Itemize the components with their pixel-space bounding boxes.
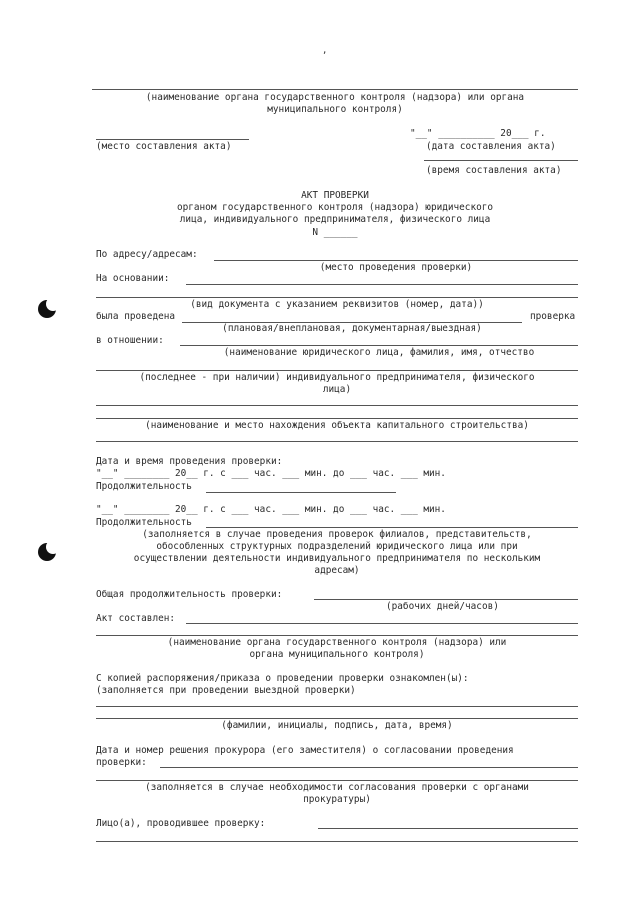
persons-label: Лицо(а), проводившее проверку:: [96, 818, 266, 829]
datetime-row-1: "__" ________ 20__ г. с ___ час. ___ мин. до ___ час. ___ мин.: [96, 468, 446, 479]
prosecutor-line-2: проверки:: [96, 757, 147, 768]
scan-mark: ,: [322, 46, 328, 56]
branch-caption-1: (заполняется в случае проведения проверок филиалов, представительств,: [142, 529, 532, 540]
regarding-label: в отношении:: [96, 335, 164, 346]
basis-caption: (вид документа с указанием реквизитов (номер, дата)): [190, 299, 484, 310]
date-caption: (дата составления акта): [426, 141, 556, 152]
act-date-line: "__" __________ 20___ г.: [410, 128, 546, 139]
branch-caption-2: обособленных структурных подразделений юридического лица или при: [156, 541, 518, 552]
object-caption: (наименование и место нахождения объекта капитального строительства): [145, 420, 529, 431]
total-label: Общая продолжительность проверки:: [96, 589, 283, 600]
conducted-suffix: проверка: [530, 311, 576, 322]
branch-caption-4: адресам): [314, 565, 360, 576]
branch-caption-3: осуществлении деятельности индивидуального предпринимателя по нескольким: [133, 553, 541, 564]
regarding-caption-2: (последнее - при наличии) индивидуального предпринимателя, физического: [139, 372, 535, 383]
doc-number: N ______: [312, 227, 358, 238]
duration-label-2: Продолжительность: [96, 517, 192, 528]
address-label: По адресу/адресам:: [96, 249, 198, 260]
organ-caption-1: (наименование органа государственного контроля (надзора) или органа: [145, 92, 525, 103]
sign-caption: (фамилии, инициалы, подпись, дата, время): [221, 720, 453, 731]
copy-line-2: (заполняется при проведении выездной проверки): [96, 685, 356, 696]
place-caption: (место составления акта): [96, 141, 232, 152]
time-caption: (время составления акта): [426, 165, 562, 176]
total-caption: (рабочих дней/часов): [386, 601, 499, 612]
datetime-row-2: "__" ________ 20__ г. с ___ час. ___ мин. до ___ час. ___ мин.: [96, 504, 446, 515]
punch-hole-bottom: [38, 543, 56, 561]
doc-subtitle-2: лица, индивидуального предпринимателя, физического лица: [179, 214, 491, 225]
address-caption: (место проведения проверки): [319, 262, 473, 273]
regarding-caption-3: лица): [322, 384, 352, 395]
prosecutor-line-1: Дата и номер решения прокурора (его заместителя) о согласовании проведения: [96, 745, 514, 756]
conducted-label: была проведена: [96, 311, 176, 322]
regarding-caption-1: (наименование юридического лица, фамилия, имя, отчество: [223, 347, 535, 358]
datetime-label: Дата и время проведения проверки:: [96, 456, 283, 467]
drawn-label: Акт составлен:: [96, 613, 176, 624]
doc-subtitle-1: органом государственного контроля (надзора) юридического: [176, 202, 494, 213]
prosecutor-caption-1: (заполняется в случае необходимости согласования проверки с органами: [145, 782, 529, 793]
punch-hole-top: [38, 300, 56, 318]
prosecutor-caption-2: прокуратуры): [303, 794, 371, 805]
organ-caption-2: муниципального контроля): [267, 104, 403, 115]
basis-label: На основании:: [96, 273, 170, 284]
drawn-caption-2: органа муниципального контроля): [249, 649, 425, 660]
doc-title: АКТ ПРОВЕРКИ: [301, 190, 369, 201]
conducted-caption: (плановая/внеплановая, документарная/выездная): [222, 323, 482, 334]
copy-line-1: С копией распоряжения/приказа о проведении проверки ознакомлен(ы):: [96, 673, 469, 684]
duration-label-1: Продолжительность: [96, 481, 192, 492]
drawn-caption-1: (наименование органа государственного контроля (надзора) или: [167, 637, 507, 648]
